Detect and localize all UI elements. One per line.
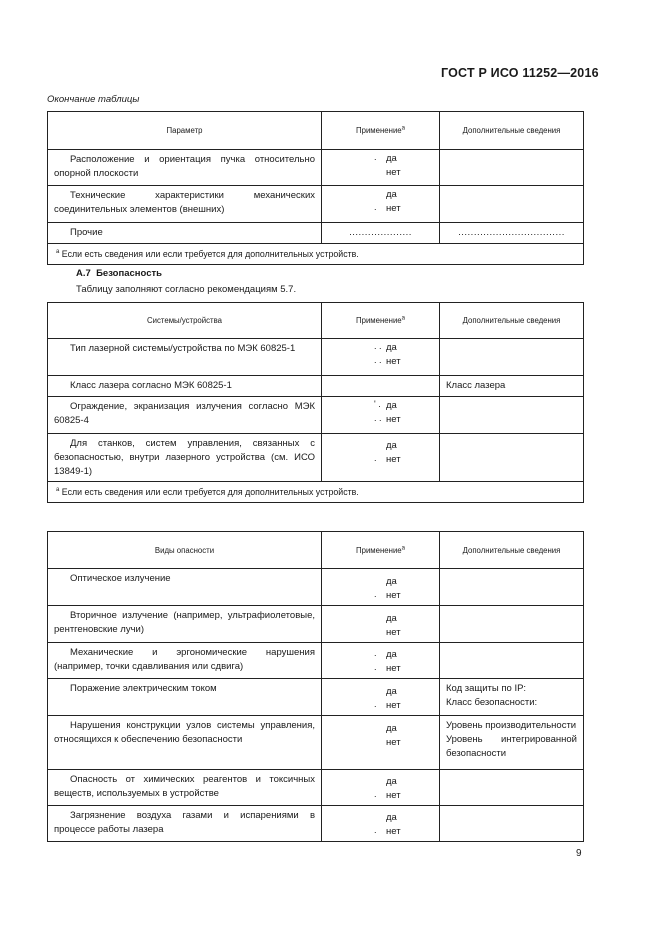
section-text: Таблицу заполняют согласно рекомендациям 5.7. xyxy=(76,284,297,295)
option-no[interactable]: нет xyxy=(386,356,401,367)
option-yes[interactable]: да xyxy=(386,812,397,823)
option-yes[interactable]: да xyxy=(386,576,397,587)
option-yes[interactable]: да xyxy=(386,440,397,451)
extra-info-cell xyxy=(440,770,584,806)
option-no[interactable]: нет xyxy=(386,663,401,674)
application-options: да . нет xyxy=(322,770,440,806)
extra-info-cell xyxy=(440,339,584,376)
table-row xyxy=(48,679,584,716)
section-title: Безопасность xyxy=(96,268,162,279)
column-header-hazards: Виды опасности xyxy=(48,532,322,569)
row-name: Оптическое излучение xyxy=(70,573,171,584)
option-no[interactable]: нет xyxy=(386,737,401,748)
footnote-row xyxy=(48,244,584,265)
footnote-mark: а xyxy=(56,249,60,256)
row-name: Расположение и ориентация пучка относительно опорной плоскости xyxy=(54,154,315,179)
section-heading xyxy=(76,268,162,279)
column-header-application: Применение$^а$ xyxy=(322,112,440,150)
option-yes[interactable]: да xyxy=(386,400,397,411)
table-caption: Окончание таблицы xyxy=(47,94,140,105)
row-name: Для станков, систем управления, связанных с безопасностью, внутри лазерного устройства (см. ИСО 13849-1) xyxy=(54,438,315,477)
footnote-mark: а xyxy=(56,487,60,494)
table-row xyxy=(48,643,584,679)
extra-info-cell xyxy=(440,434,584,482)
column-header-extra: Дополнительные сведения xyxy=(440,532,584,569)
option-no[interactable]: нет xyxy=(386,590,401,601)
application-options: . . да . . нет xyxy=(322,339,440,376)
extra-info-cell xyxy=(440,716,584,770)
table-row xyxy=(48,606,584,643)
extra-dots: .................................. xyxy=(440,223,584,244)
column-header-systems: Системы/устройства xyxy=(48,303,322,339)
column-header-parameter: Параметр xyxy=(48,112,322,150)
row-name: Тип лазерной системы/устройства по МЭК 60825-1 xyxy=(70,343,296,354)
safety-class-label: Класс безопасности: xyxy=(446,697,538,708)
extra-info-cell xyxy=(440,150,584,186)
table-header-row xyxy=(48,532,584,569)
option-yes[interactable]: да xyxy=(386,153,397,164)
footnote-text: Если есть сведения или если требуется для дополнительных устройств. xyxy=(61,249,359,259)
option-no[interactable]: нет xyxy=(386,203,401,214)
extra-info-cell: Класс лазера xyxy=(440,376,584,397)
row-name: Загрязнение воздуха газами и испарениями в процессе работы лазера xyxy=(54,810,315,835)
application-options: да . нет xyxy=(322,806,440,842)
footnote-text: Если есть сведения или если требуется для дополнительных устройств. xyxy=(61,487,359,497)
extra-info-cell xyxy=(440,679,584,716)
extra-info-cell xyxy=(440,186,584,223)
option-no[interactable]: нет xyxy=(386,790,401,801)
parameters-table xyxy=(47,111,584,265)
application-options: да . нет xyxy=(322,569,440,606)
row-name: Нарушения конструкции узлов системы управления, относящихся к обеспечению безопасности xyxy=(54,720,315,745)
option-no[interactable]: нет xyxy=(386,826,401,837)
table-row xyxy=(48,376,584,397)
option-no[interactable]: нет xyxy=(386,167,401,178)
application-options: да . нет xyxy=(322,186,440,223)
table-row xyxy=(48,223,584,244)
table-row xyxy=(48,716,584,770)
table-row xyxy=(48,186,584,223)
option-yes[interactable]: да xyxy=(386,613,397,624)
column-header-application: Применение$^а$ xyxy=(322,303,440,339)
option-no[interactable]: нет xyxy=(386,414,401,425)
application-options: ' . да . . нет xyxy=(322,397,440,434)
table-row xyxy=(48,434,584,482)
column-header-application: Применение$^а$ xyxy=(322,532,440,569)
table-header-row xyxy=(48,112,584,150)
option-yes[interactable]: да xyxy=(386,649,397,660)
column-header-extra: Дополнительные сведения xyxy=(440,112,584,150)
row-name: Прочие xyxy=(70,227,103,238)
hazards-table xyxy=(47,531,584,842)
row-name: Поражение электрическим током xyxy=(70,683,217,694)
row-name: Опасность от химических реагентов и токсичных веществ, используемых в устройстве xyxy=(54,774,315,799)
extra-info-cell xyxy=(440,397,584,434)
option-yes[interactable]: да xyxy=(386,723,397,734)
extra-info-cell xyxy=(440,643,584,679)
application-options: да . нет xyxy=(322,679,440,716)
extra-info-cell xyxy=(440,606,584,643)
page-number: 9 xyxy=(576,848,582,859)
application-options xyxy=(322,716,440,770)
standard-code: ГОСТ Р ИСО 11252—2016 xyxy=(441,66,599,80)
option-yes[interactable]: да xyxy=(386,189,397,200)
extra-info-cell xyxy=(440,806,584,842)
row-name: Технические характеристики механических соединительных элементов (внешних) xyxy=(54,190,315,215)
application-dots: .................... xyxy=(322,223,440,244)
ip-code-label: Код защиты по IP: xyxy=(446,683,527,694)
row-name: Ограждение, экранизация излучения согласно МЭК 60825-4 xyxy=(54,401,315,426)
application-options xyxy=(322,606,440,643)
column-header-extra: Дополнительные сведения xyxy=(440,303,584,339)
option-no[interactable]: нет xyxy=(386,700,401,711)
performance-level-label: Уровень производительности xyxy=(446,720,577,731)
row-name: Класс лазера согласно МЭК 60825-1 xyxy=(70,380,232,391)
application-options: . да нет xyxy=(322,150,440,186)
table-row xyxy=(48,770,584,806)
option-yes[interactable]: да xyxy=(386,776,397,787)
option-yes[interactable]: да xyxy=(386,342,397,353)
table-row xyxy=(48,569,584,606)
section-number: А.7 xyxy=(76,268,91,279)
option-no[interactable]: нет xyxy=(386,454,401,465)
row-name: Механические и эргономические нарушения (например, точки сдавливания или сдвига) xyxy=(54,647,315,672)
row-name: Вторичное излучение (например, ультрафиолетовые, рентгеновские лучи) xyxy=(54,610,315,635)
table-row xyxy=(48,339,584,376)
extra-info-cell xyxy=(440,569,584,606)
table-row xyxy=(48,150,584,186)
option-yes[interactable]: да xyxy=(386,686,397,697)
table-row xyxy=(48,806,584,842)
systems-table xyxy=(47,302,584,503)
integrated-safety-label: Уровень интегрированной безопасности xyxy=(446,734,577,759)
option-no[interactable]: нет xyxy=(386,627,401,638)
table-header-row xyxy=(48,303,584,339)
footnote-row xyxy=(48,482,584,503)
application-options: да . нет xyxy=(322,434,440,482)
table-row xyxy=(48,397,584,434)
application-options: . да . нет xyxy=(322,643,440,679)
